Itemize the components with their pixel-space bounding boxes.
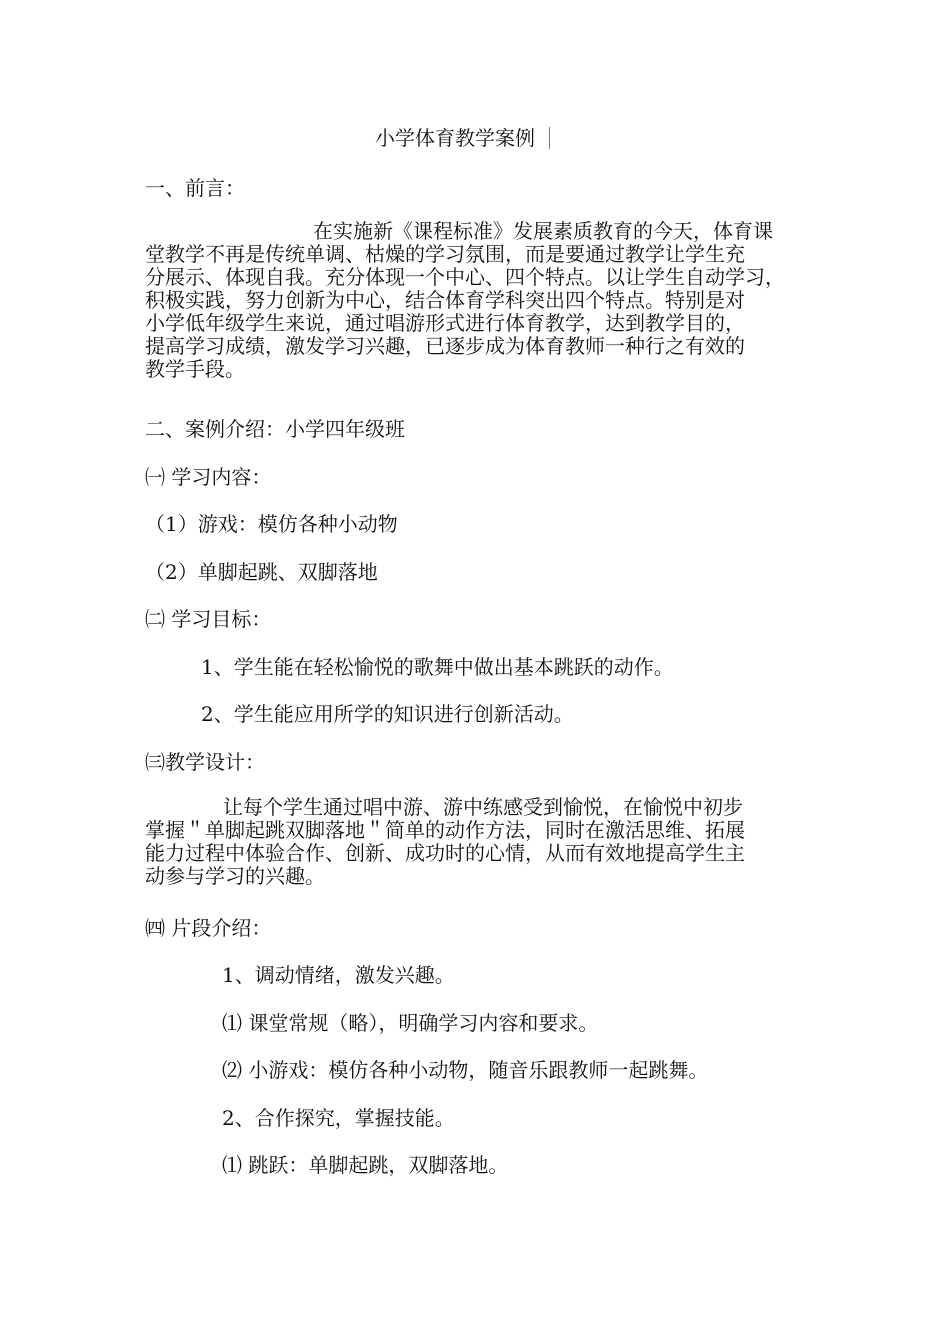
preface-heading: 一、前言： [145, 176, 245, 200]
segment-1-1: ⑴ 课堂常规（略），明确学习内容和要求。 [222, 1011, 599, 1035]
content-item-2: （2）单脚起跳、双脚落地 [145, 560, 378, 584]
preface-line-3: 分展示、体现自我。充分体现一个中心、四个特点。以让学生自动学习， [145, 265, 785, 289]
preface-line-7: 教学手段。 [145, 357, 245, 381]
design-paragraph [145, 796, 813, 888]
preface-line-5: 小学低年级学生来说，通过唱游形式进行体育教学，达到教学目的， [145, 311, 745, 335]
text-cursor [549, 127, 550, 149]
design-line-3: 能力过程中体验合作、创新、成功时的心情，从而有效地提高学生主 [145, 841, 745, 865]
design-heading: ㈢教学设计： [145, 750, 265, 774]
preface-line-4: 积极实践，努力创新为中心，结合体育学科突出四个特点。特别是对 [145, 288, 745, 312]
segment-1: 1、调动情绪，激发兴趣。 [222, 963, 455, 987]
content-heading: ㈠ 学习内容： [145, 465, 272, 489]
goal-item-2: 2、学生能应用所学的知识进行创新活动。 [201, 702, 574, 726]
title-text: 小学体育教学案例 [375, 126, 535, 150]
design-line-2: 掌握＂单脚起跳双脚落地＂简单的动作方法，同时在激活思维、拓展 [145, 818, 745, 842]
document-title [375, 126, 550, 150]
content-item-1: （1）游戏：模仿各种小动物 [145, 512, 398, 536]
segment-heading: ㈣ 片段介绍： [145, 916, 272, 940]
preface-paragraph [145, 220, 813, 381]
design-line-4: 动参与学习的兴趣。 [145, 864, 325, 888]
preface-line-2: 堂教学不再是传统单调、枯燥的学习氛围，而是要通过教学让学生充 [145, 242, 745, 266]
goal-heading: ㈡ 学习目标： [145, 607, 272, 631]
goal-item-1: 1、学生能在轻松愉悦的歌舞中做出基本跳跃的动作。 [201, 655, 674, 679]
segment-1-2: ⑵ 小游戏：模仿各种小动物，随音乐跟教师一起跳舞。 [222, 1058, 709, 1082]
segment-2-1: ⑴ 跳跃：单脚起跳，双脚落地。 [222, 1153, 509, 1177]
segment-2: 2、合作探究，掌握技能。 [222, 1106, 455, 1130]
preface-line-6: 提高学习成绩，激发学习兴趣，已逐步成为体育教师一种行之有效的 [145, 334, 745, 358]
preface-line-1: 在实施新《课程标准》发展素质教育的今天，体育课 [313, 219, 773, 243]
design-line-1: 让每个学生通过唱中游、游中练感受到愉悦，在愉悦中初步 [223, 795, 743, 819]
case-heading: 二、案例介绍：小学四年级班 [145, 417, 405, 441]
